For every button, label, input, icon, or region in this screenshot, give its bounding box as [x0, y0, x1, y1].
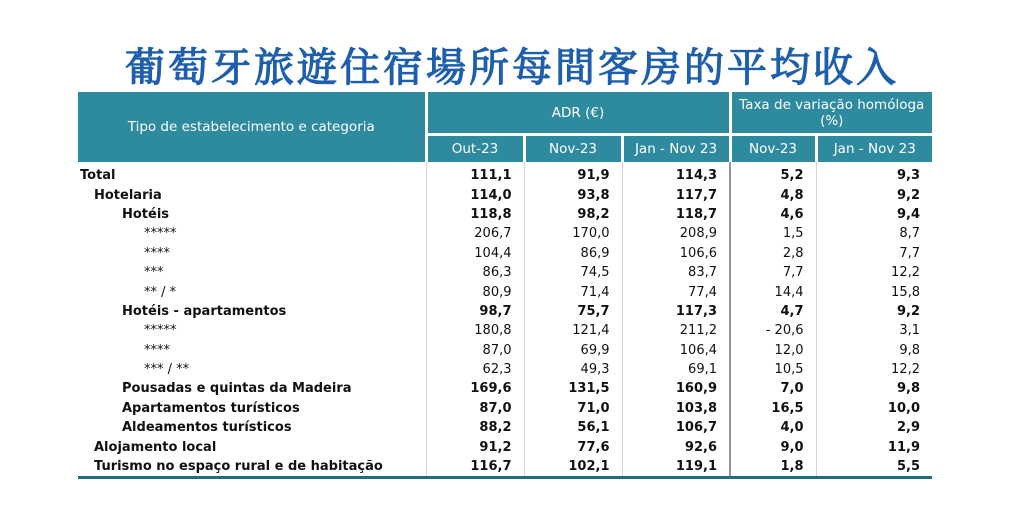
row-value: 75,7	[524, 302, 622, 321]
row-value: 12,0	[730, 341, 816, 360]
row-value: 3,1	[899, 323, 920, 339]
table-row	[78, 162, 932, 185]
row-value: 69,9	[524, 341, 622, 360]
row-label: ****	[78, 244, 426, 263]
row-value: 106,7	[622, 418, 730, 437]
row-value: 5,2	[730, 162, 816, 185]
row-value: 11,9	[887, 439, 920, 455]
table-row	[78, 360, 932, 379]
row-value: 80,9	[426, 282, 524, 301]
row-value: 9,4	[896, 206, 920, 222]
row-value: 102,1	[524, 457, 622, 478]
row-label: ****	[78, 341, 426, 360]
table-row	[78, 321, 932, 340]
table-row	[78, 185, 932, 204]
row-label: *** / **	[78, 360, 426, 379]
row-value: 211,2	[622, 321, 730, 340]
table-row	[78, 224, 932, 243]
row-value: 114,3	[622, 162, 730, 185]
row-value: 4,7	[730, 302, 816, 321]
row-value: 119,1	[622, 457, 730, 478]
subheader-out-23: Out-23	[426, 135, 524, 163]
table-body	[78, 162, 932, 478]
row-value: 121,4	[524, 321, 622, 340]
row-value: 2,9	[896, 420, 920, 436]
row-value: 77,4	[622, 282, 730, 301]
table-row	[78, 418, 932, 437]
row-value: 118,7	[622, 205, 730, 224]
row-value: 49,3	[524, 360, 622, 379]
row-value: 87,0	[426, 341, 524, 360]
row-value: 180,8	[426, 321, 524, 340]
row-value: 8,7	[899, 226, 920, 242]
row-value: 170,0	[524, 224, 622, 243]
table-row	[78, 282, 932, 301]
row-value: 69,1	[622, 360, 730, 379]
row-value: 88,2	[426, 418, 524, 437]
row-value: 12,2	[891, 362, 920, 378]
row-value: 71,4	[524, 282, 622, 301]
table-row	[78, 457, 932, 478]
adr-table	[78, 92, 932, 479]
header-adr: ADR (€)	[426, 92, 730, 135]
header-category: Tipo de estabelecimento e categoria	[78, 92, 426, 162]
row-value: 10,0	[887, 400, 920, 416]
table-row	[78, 437, 932, 456]
table-row	[78, 263, 932, 282]
row-value: 7,7	[730, 263, 816, 282]
row-value: 91,2	[426, 437, 524, 456]
row-value: 77,6	[524, 437, 622, 456]
row-value: 9,8	[899, 342, 920, 358]
row-value: 111,1	[426, 162, 524, 185]
row-value: 83,7	[622, 263, 730, 282]
row-value: 104,4	[426, 244, 524, 263]
row-label: Total	[78, 162, 426, 185]
row-label: Apartamentos turísticos	[78, 399, 426, 418]
row-value: 117,3	[622, 302, 730, 321]
row-label: *****	[78, 224, 426, 243]
row-label: Hotelaria	[78, 185, 426, 204]
row-label: *****	[78, 321, 426, 340]
row-value: 87,0	[426, 399, 524, 418]
row-value: 4,0	[730, 418, 816, 437]
subheader-rate-nov-23: Nov-23	[730, 135, 816, 163]
row-value: 86,9	[524, 244, 622, 263]
row-value: 74,5	[524, 263, 622, 282]
row-value: 62,3	[426, 360, 524, 379]
row-value: 114,0	[426, 185, 524, 204]
row-value: 106,6	[622, 244, 730, 263]
table-row	[78, 379, 932, 398]
row-value: 2,8	[730, 244, 816, 263]
row-value: 1,8	[730, 457, 816, 478]
row-value: 9,8	[896, 381, 920, 397]
row-label: Turismo no espaço rural e de habitação	[78, 457, 426, 478]
row-value: 7,0	[730, 379, 816, 398]
page-title: 葡萄牙旅遊住宿場所每間客房的平均收入	[125, 45, 899, 91]
row-value: 160,9	[622, 379, 730, 398]
table-row	[78, 302, 932, 321]
row-value: 106,4	[622, 341, 730, 360]
subheader-rate-jan-nov-23: Jan - Nov 23	[816, 135, 932, 163]
row-value: - 20,6	[730, 321, 816, 340]
row-value: 56,1	[524, 418, 622, 437]
header-variation-rate: Taxa de variação homóloga (%)	[730, 92, 932, 135]
row-value: 14,4	[730, 282, 816, 301]
row-label: Hotéis	[78, 205, 426, 224]
row-label: ** / *	[78, 282, 426, 301]
row-label: Alojamento local	[78, 437, 426, 456]
subheader-nov-23: Nov-23	[524, 135, 622, 163]
table-row	[78, 399, 932, 418]
row-value: 5,5	[816, 457, 932, 478]
row-value: 98,2	[524, 205, 622, 224]
row-value: 98,7	[426, 302, 524, 321]
row-label: Pousadas e quintas da Madeira	[78, 379, 426, 398]
row-value: 208,9	[622, 224, 730, 243]
row-value: 4,8	[730, 185, 816, 204]
row-value: 118,8	[426, 205, 524, 224]
row-value: 206,7	[426, 224, 524, 243]
row-value: 1,5	[730, 224, 816, 243]
row-value: 10,5	[730, 360, 816, 379]
table-row	[78, 205, 932, 224]
row-value: 117,7	[622, 185, 730, 204]
row-value: 7,7	[899, 245, 920, 261]
row-value: 169,6	[426, 379, 524, 398]
row-value: 92,6	[622, 437, 730, 456]
row-label: Aldeamentos turísticos	[78, 418, 426, 437]
row-value: 93,8	[524, 185, 622, 204]
row-value: 131,5	[524, 379, 622, 398]
row-label: ***	[78, 263, 426, 282]
row-value: 4,6	[730, 205, 816, 224]
row-value: 9,2	[896, 187, 920, 203]
row-value: 9,0	[730, 437, 816, 456]
row-value: 86,3	[426, 263, 524, 282]
table-row	[78, 244, 932, 263]
row-value: 16,5	[730, 399, 816, 418]
row-value: 91,9	[524, 162, 622, 185]
row-value: 71,0	[524, 399, 622, 418]
row-value: 116,7	[426, 457, 524, 478]
row-value: 103,8	[622, 399, 730, 418]
table-row	[78, 341, 932, 360]
row-value: 12,2	[891, 265, 920, 281]
row-value: 15,8	[891, 284, 920, 300]
subheader-jan-nov-23: Jan - Nov 23	[622, 135, 730, 163]
row-value: 9,2	[896, 303, 920, 319]
row-value: 9,3	[896, 168, 920, 184]
row-label: Hotéis - apartamentos	[78, 302, 426, 321]
